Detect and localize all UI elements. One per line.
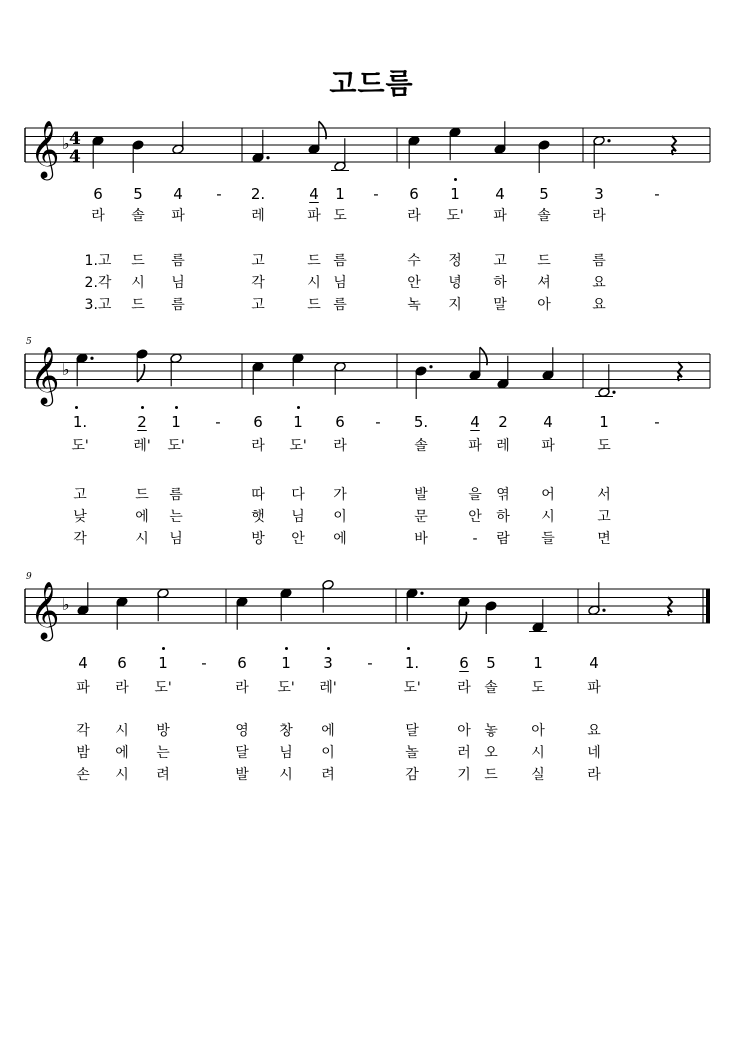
solfege-syllable: 솔 — [414, 438, 428, 454]
lyric-syllable: 을 — [468, 487, 482, 503]
jianpu-number: 6 — [459, 654, 469, 672]
lyric-syllable: 시 — [115, 723, 129, 739]
solfege-syllable: 레' — [319, 680, 337, 696]
jianpu-number: - — [201, 654, 207, 672]
jianpu-number: 3 — [594, 185, 604, 203]
lyric-syllable: 고 — [597, 509, 611, 525]
lyric-syllable: 안 — [468, 509, 482, 525]
lyric-syllable: 아 — [537, 297, 551, 313]
lyric-syllable: 놀 — [405, 745, 419, 761]
solfege-syllable: 솔 — [131, 208, 145, 224]
treble-clef-icon: 𝄞 — [30, 581, 60, 639]
octave-dot — [297, 406, 300, 409]
jianpu-number: - — [215, 413, 221, 431]
octave-dot — [141, 406, 144, 409]
lyric-syllable: 감 — [405, 767, 419, 783]
lyric-syllable: 름 — [333, 253, 347, 269]
lyric-syllable: - — [472, 531, 478, 547]
solfege-syllable: 도' — [167, 438, 185, 454]
octave-dot — [407, 647, 410, 650]
lyric-syllable: 다 — [291, 487, 305, 503]
solfege-syllable: 도 — [531, 680, 545, 696]
solfege-syllable: 파 — [468, 438, 482, 454]
jianpu-number: 1 — [450, 185, 460, 203]
jianpu-number: 1 — [281, 654, 291, 672]
jianpu-number: 6 — [253, 413, 263, 431]
flat-key-signature-icon: ♭ — [62, 595, 70, 614]
lyric-syllable: 1.고 — [84, 253, 112, 269]
lyric-syllable: 아 — [531, 723, 545, 739]
augmentation-dot — [602, 609, 605, 612]
lyric-syllable: 에 — [115, 745, 129, 761]
jianpu-number: 6 — [237, 654, 247, 672]
jianpu-number: 1 — [599, 413, 609, 431]
solfege-syllable: 도' — [446, 208, 464, 224]
jianpu-number: 1 — [533, 654, 543, 672]
lyric-syllable: 에 — [321, 723, 335, 739]
jianpu-number: - — [367, 654, 373, 672]
lyric-syllable: 시 — [279, 767, 293, 783]
solfege-syllable: 도' — [289, 438, 307, 454]
measure-number: 9 — [26, 572, 32, 582]
jianpu-number: 1. — [72, 413, 88, 431]
time-signature-bottom: 4 — [69, 147, 81, 167]
lyric-syllable: 라 — [587, 767, 601, 783]
solfege-syllable: 라 — [592, 208, 606, 224]
lyric-syllable: 네 — [587, 745, 601, 761]
lyric-syllable: 람 — [496, 531, 510, 547]
lyric-syllable: 요 — [592, 297, 606, 313]
solfege-syllable: 파 — [307, 208, 321, 224]
jianpu-number: 4 — [543, 413, 553, 431]
octave-dot — [285, 647, 288, 650]
augmentation-dot — [607, 139, 610, 142]
lyric-syllable: 가 — [333, 487, 347, 503]
lyric-syllable: 름 — [171, 253, 185, 269]
solfege-syllable: 도' — [277, 680, 295, 696]
flat-key-signature-icon: ♭ — [62, 134, 70, 153]
lyric-syllable: 름 — [169, 487, 183, 503]
lyric-syllable: 안 — [407, 275, 421, 291]
lyric-syllable: 러 — [457, 745, 471, 761]
jianpu-number: 1 — [158, 654, 168, 672]
lyric-syllable: 영 — [235, 723, 249, 739]
lyric-syllable: 햇 — [251, 509, 265, 525]
lyric-syllable: 놓 — [484, 723, 498, 739]
lyric-syllable: 시 — [307, 275, 321, 291]
lyric-syllable: 님 — [291, 509, 305, 525]
solfege-syllable: 도' — [71, 438, 89, 454]
lyric-syllable: 시 — [131, 275, 145, 291]
lyric-syllable: 창 — [279, 723, 293, 739]
lyric-syllable: 드 — [307, 253, 321, 269]
jianpu-number: 1 — [171, 413, 181, 431]
lyric-syllable: 서 — [597, 487, 611, 503]
lyric-syllable: 기 — [457, 767, 471, 783]
lyric-syllable: 님 — [171, 275, 185, 291]
jianpu-number: - — [373, 185, 379, 203]
jianpu-number: 1. — [404, 654, 420, 672]
jianpu-number: 1 — [293, 413, 303, 431]
augmentation-dot — [612, 391, 615, 394]
solfege-syllable: 라 — [115, 680, 129, 696]
augmentation-dot — [420, 592, 423, 595]
lyric-syllable: 따 — [251, 487, 265, 503]
jianpu-number: 6 — [335, 413, 345, 431]
lyric-syllable: 녕 — [448, 275, 462, 291]
lyric-syllable: 님 — [279, 745, 293, 761]
solfege-syllable: 도' — [403, 680, 421, 696]
solfege-syllable: 라 — [251, 438, 265, 454]
solfege-syllable: 파 — [587, 680, 601, 696]
jianpu-number: 2 — [137, 413, 147, 431]
lyric-syllable: 에 — [135, 509, 149, 525]
jianpu-number: 4 — [309, 185, 319, 203]
jianpu-number: - — [654, 185, 660, 203]
lyric-syllable: 지 — [448, 297, 462, 313]
solfege-syllable: 레 — [496, 438, 510, 454]
lyric-syllable: 름 — [171, 297, 185, 313]
lyric-syllable: 드 — [307, 297, 321, 313]
lyric-syllable: 고 — [493, 253, 507, 269]
lyric-syllable: 하 — [496, 509, 510, 525]
jianpu-number: 6 — [93, 185, 103, 203]
lyric-syllable: 이 — [321, 745, 335, 761]
lyric-syllable: 밤 — [76, 745, 90, 761]
lyric-syllable: 드 — [131, 253, 145, 269]
lyric-syllable: 정 — [448, 253, 462, 269]
jianpu-number: 1 — [335, 185, 345, 203]
lyric-syllable: 어 — [541, 487, 555, 503]
lyric-syllable: 이 — [333, 509, 347, 525]
lyric-syllable: 시 — [541, 509, 555, 525]
lyric-syllable: 고 — [251, 253, 265, 269]
treble-clef-icon: 𝄞 — [30, 346, 60, 404]
lyric-syllable: 요 — [587, 723, 601, 739]
lyric-syllable: 실 — [531, 767, 545, 783]
lyric-syllable: 드 — [135, 487, 149, 503]
flat-key-signature-icon: ♭ — [62, 360, 70, 379]
solfege-syllable: 파 — [493, 208, 507, 224]
jianpu-number: 6 — [409, 185, 419, 203]
solfege-syllable: 도 — [333, 208, 347, 224]
lyric-syllable: 드 — [484, 767, 498, 783]
jianpu-number: 2 — [498, 413, 508, 431]
measure-number: 5 — [26, 337, 32, 347]
lyric-syllable: 고 — [73, 487, 87, 503]
solfege-syllable: 솔 — [537, 208, 551, 224]
jianpu-number: 5 — [539, 185, 549, 203]
lyric-syllable: 고 — [251, 297, 265, 313]
octave-dot — [454, 178, 457, 181]
octave-dot — [327, 647, 330, 650]
lyric-syllable: 녹 — [407, 297, 421, 313]
lyric-syllable: 요 — [592, 275, 606, 291]
lyric-syllable: 에 — [333, 531, 347, 547]
lyric-syllable: 낮 — [73, 509, 87, 525]
lyric-syllable: 손 — [76, 767, 90, 783]
jianpu-number: 5 — [486, 654, 496, 672]
lyric-syllable: 안 — [291, 531, 305, 547]
solfege-syllable: 라 — [407, 208, 421, 224]
time-signature-top: 4 — [69, 129, 81, 149]
jianpu-number: 4 — [470, 413, 480, 431]
solfege-syllable: 파 — [541, 438, 555, 454]
lyric-syllable: 달 — [405, 723, 419, 739]
lyric-syllable: 시 — [115, 767, 129, 783]
jianpu-number: 5. — [413, 413, 429, 431]
solfege-syllable: 솔 — [484, 680, 498, 696]
jianpu-number: - — [654, 413, 660, 431]
jianpu-number: 2. — [250, 185, 266, 203]
solfege-syllable: 도' — [154, 680, 172, 696]
lyric-syllable: 발 — [414, 487, 428, 503]
solfege-syllable: 라 — [235, 680, 249, 696]
lyric-syllable: 면 — [597, 531, 611, 547]
augmentation-dot — [90, 357, 93, 360]
jianpu-number: 4 — [173, 185, 183, 203]
solfege-syllable: 파 — [171, 208, 185, 224]
solfege-syllable: 레' — [133, 438, 151, 454]
lyric-syllable: 님 — [333, 275, 347, 291]
song-title: 고드름 — [329, 67, 414, 100]
lyric-syllable: 셔 — [537, 275, 551, 291]
treble-clef-icon: 𝄞 — [30, 120, 60, 178]
octave-dot — [175, 406, 178, 409]
solfege-syllable: 라 — [457, 680, 471, 696]
solfege-syllable: 라 — [91, 208, 105, 224]
lyric-syllable: 각 — [251, 275, 265, 291]
solfege-syllable: 라 — [333, 438, 347, 454]
octave-dot — [75, 406, 78, 409]
solfege-syllable: 레 — [251, 208, 265, 224]
lyric-syllable: 하 — [493, 275, 507, 291]
lyric-syllable: 는 — [169, 509, 183, 525]
lyric-syllable: 각 — [73, 531, 87, 547]
lyric-syllable: 바 — [414, 531, 428, 547]
lyric-syllable: 님 — [169, 531, 183, 547]
lyric-syllable: 름 — [592, 253, 606, 269]
solfege-syllable: 파 — [76, 680, 90, 696]
lyric-syllable: 2.각 — [84, 275, 112, 291]
lyric-syllable: 시 — [135, 531, 149, 547]
jianpu-number: 5 — [133, 185, 143, 203]
solfege-syllable: 도 — [597, 438, 611, 454]
lyric-syllable: 들 — [541, 531, 555, 547]
jianpu-number: 3 — [323, 654, 333, 672]
lyric-syllable: 엮 — [496, 487, 510, 503]
augmentation-dot — [429, 365, 432, 368]
jianpu-number: 4 — [589, 654, 599, 672]
lyric-syllable: 려 — [321, 767, 335, 783]
lyric-syllable: 말 — [493, 297, 507, 313]
lyric-syllable: 오 — [484, 745, 498, 761]
lyric-syllable: 수 — [407, 253, 421, 269]
lyric-syllable: 3.고 — [84, 297, 112, 313]
lyric-syllable: 발 — [235, 767, 249, 783]
lyric-syllable: 드 — [537, 253, 551, 269]
lyric-syllable: 드 — [131, 297, 145, 313]
lyric-syllable: 시 — [531, 745, 545, 761]
lyric-syllable: 각 — [76, 723, 90, 739]
octave-dot — [162, 647, 165, 650]
augmentation-dot — [266, 156, 269, 159]
jianpu-number: 6 — [117, 654, 127, 672]
lyric-syllable: 달 — [235, 745, 249, 761]
lyric-syllable: 아 — [457, 723, 471, 739]
jianpu-number: 4 — [78, 654, 88, 672]
jianpu-number: 4 — [495, 185, 505, 203]
jianpu-number: - — [375, 413, 381, 431]
lyric-syllable: 려 — [156, 767, 170, 783]
lyric-syllable: 는 — [156, 745, 170, 761]
lyric-syllable: 방 — [251, 531, 265, 547]
lyric-syllable: 름 — [333, 297, 347, 313]
lyric-syllable: 문 — [414, 509, 428, 525]
jianpu-number: - — [216, 185, 222, 203]
lyric-syllable: 방 — [156, 723, 170, 739]
